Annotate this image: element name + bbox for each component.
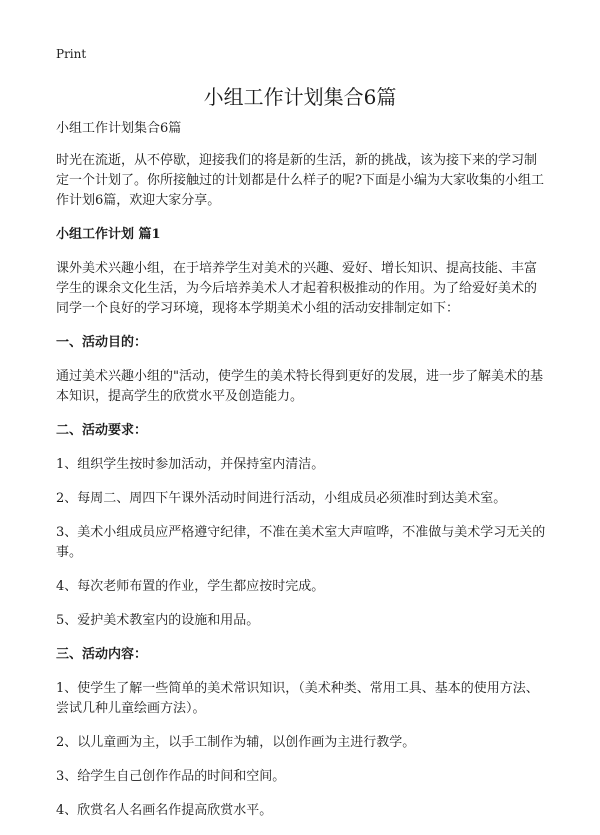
requirement-item: 1、组织学生按时参加活动，并保持室内清洁。 <box>56 457 325 472</box>
content-item: 4、欣赏名人名画名作提高欣赏水平。 <box>56 803 273 818</box>
requirement-item: 4、每次老师布置的作业，学生都应按时完成。 <box>56 579 325 594</box>
print-link[interactable]: Print <box>56 47 87 61</box>
content-heading: 三、活动内容： <box>56 647 148 662</box>
purpose-heading: 一、活动目的： <box>56 335 148 350</box>
document-title: 小组工作计划集合6篇 <box>203 85 397 109</box>
requirement-item: 2、每周二、周四下午课外活动时间进行活动，小组成员必须准时到达美术室。 <box>56 491 507 506</box>
requirements-heading: 二、活动要求： <box>56 423 148 438</box>
requirement-item: 3、美术小组成员应严格遵守纪律，不准在美术室大声喧哗，不准做与美术学习无关的事。 <box>56 525 546 560</box>
section-title: 小组工作计划 篇1 <box>56 227 161 242</box>
intro-paragraph: 时光在流逝，从不停歇，迎接我们的将是新的生活，新的挑战，该为接下来的学习制定一个计划了。你所接触过的计划都是什么样子的呢?下面是小编为大家收集的小组工作计划6篇，欢迎大家分享。 <box>56 153 544 208</box>
content-item: 1、使学生了解一些简单的美术常识知识，（美术种类、常用工具、基本的使用方法、尝试几种儿童绘画方法）。 <box>56 681 539 716</box>
content-item: 2、以儿童画为主，以手工制作为辅，以创作画为主进行教学。 <box>56 735 416 750</box>
section-intro-paragraph: 课外美术兴趣小组，在于培养学生对美术的兴趣、爱好、增长知识、提高技能、丰富学生的课余文化生活，为今后培养美术人才起着积极推动的作用。为了给爱好美术的同学一个良好的学习环境，现将本学期美术小组的活动安排制定如下： <box>56 261 538 316</box>
document-body <box>56 119 548 835</box>
content-item: 3、给学生自己创作作品的时间和空间。 <box>56 769 286 784</box>
document-subtitle: 小组工作计划集合6篇 <box>56 121 182 136</box>
requirement-item: 5、爱护美术教室内的设施和用品。 <box>56 613 260 628</box>
purpose-paragraph: 通过美术兴趣小组的"活动，使学生的美术特长得到更好的发展，进一步了解美术的基本知识，提高学生的欣赏水平及创造能力。 <box>56 369 543 404</box>
